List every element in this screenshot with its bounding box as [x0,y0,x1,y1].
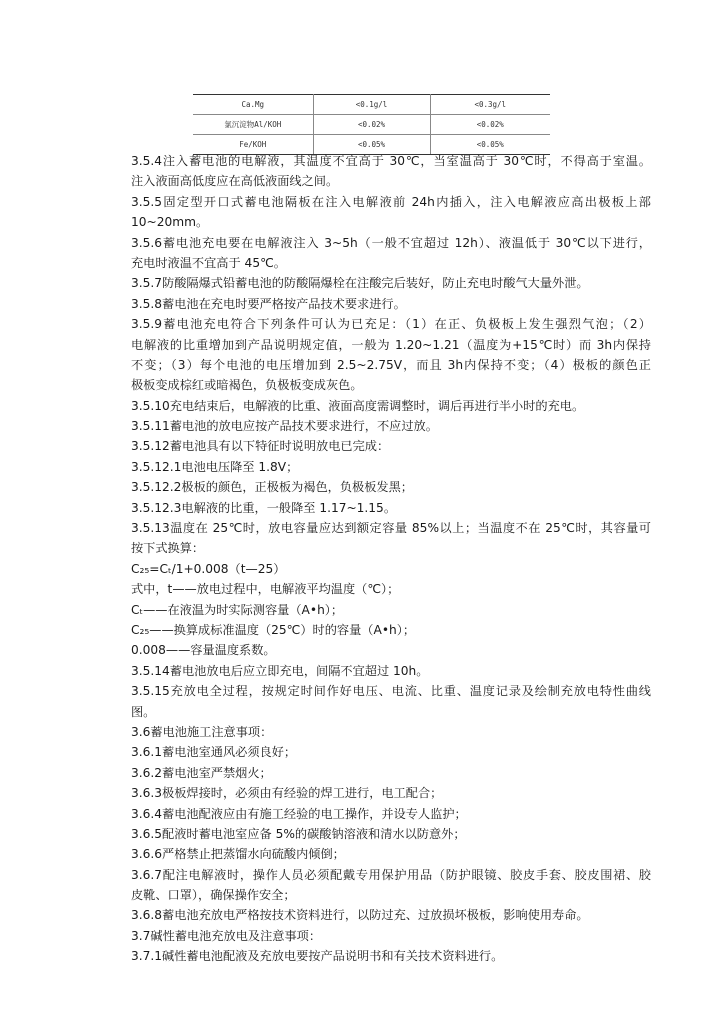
text-line: 3.5.7防酸隔爆式铅蓄电池的防酸隔爆栓在注酸完后装好，防止充电时酸气大量外泄。 [131,276,589,291]
text-line: 0.008——容量温度系数。 [131,643,276,658]
text-line: 3.6.7配注电解液时，操作人员必须配戴专用保护用品（防护眼镜、胶皮手套、胶皮围裙、胶 [131,867,651,882]
text-line: 3.5.6蓄电池充电要在电解液注入 3~5h（一般不宜超过 12h）、液温低于 30℃以下进行， [131,235,651,250]
text-line: 不变；（3）每个电池的电压增加到 2.5~2.75V，而且 3h内保持不变；（4）极板的颜色正 [131,357,651,372]
text-line: 3.6.6严格禁止把蒸馏水向硫酸内倾倒； [131,847,345,862]
text-line: 3.5.5固定型开口式蓄电池隔板在注入电解液前 24h内插入，注入电解液应高出极板上部 [131,194,651,209]
table-cell: <0.05% [430,135,550,155]
text-line: 3.5.13温度在 25℃时，放电容量应达到额定容量 85%以上；当温度不在 25℃时，其容量可 [131,521,651,536]
table-cell: <0.05% [313,135,430,155]
table-row [193,95,550,115]
table-cell: <0.02% [313,115,430,135]
table-cell: <0.02% [430,115,550,135]
text-line: 3.5.11蓄电池的放电应按产品技术要求进行，不应过放。 [131,419,438,434]
text-line: 图。 [131,704,156,719]
text-line: 3.7.1碱性蓄电池配液及充放电要按产品说明书和有关技术资料进行。 [131,949,504,964]
text-line: 3.5.8蓄电池在充电时要严格按产品技术要求进行。 [131,296,406,311]
text-line: 充电时液温不宜高于 45℃。 [131,255,286,270]
table-cell: <0.3g/l [430,95,550,115]
text-line: 3.5.14蓄电池放电后应立即充电，间隔不宜超过 10h。 [131,663,429,678]
table-cell: <0.1g/l [313,95,430,115]
text-line: 3.5.12.3电解液的比重，一般降至 1.17~1.15。 [131,500,397,515]
text-line: C₂₅——换算成标准温度（25℃）时的容量（A•h）； [131,622,416,637]
text-line: 3.6.1蓄电池室通风必须良好； [131,745,297,760]
text-line: 3.5.10充电结束后，电解液的比重、液面高度需调整时，调后再进行半小时的充电。 [131,398,585,413]
text-line: 3.5.12.2极板的颜色，正极板为褐色，负极板发黑； [131,480,413,495]
text-line: 电解液的比重增加到产品说明规定值，一般为 1.20~1.21（温度为+15℃时）而 3h内保持 [131,337,651,352]
text-line: 3.5.4注入蓄电池的电解液，其温度不宜高于 30℃，当室温高于 30℃时，不得高于室温。 [131,154,651,168]
text-line: 3.5.12.1电池电压降至 1.8V； [131,459,299,474]
text-line: 式中，t——放电过程中，电解液平均温度（℃）； [131,582,400,597]
text-line: 3.6.8蓄电池充放电严格按技术资料进行，以防过充、过放损坏极板，影响使用寿命。 [131,908,589,923]
text-line: 3.5.12蓄电池具有以下特征时说明放电已完成： [131,439,390,454]
formula-line: C₂₅=Cₜ/1+0.008（t—25） [131,561,286,576]
body-text [131,151,651,967]
text-line: 皮靴、口罩），确保操作安全； [131,888,296,903]
section-heading: 3.7碱性蓄电池充放电及注意事项： [131,928,322,943]
text-line: Cₜ——在液温为时实际测容量（A•h）； [131,602,344,617]
text-line: 按下式换算： [131,541,205,556]
text-line: 3.6.3极板焊接时，必须由有经验的焊工进行，电工配合； [131,786,443,801]
text-line: 3.5.9蓄电池充电符合下列条件可认为已充足：（1）在正、负极板上发生强烈气泡；（2） [131,317,651,332]
text-line: 3.6.4蓄电池配液应由有施工经验的电工操作，并设专人监护； [131,806,467,821]
text-line: 注入液面高低度应在高低液面线之间。 [131,174,339,189]
table-cell: 氯沉淀物Al/KOH [193,115,313,135]
text-line: 10~20mm。 [131,215,209,230]
text-line: 3.6.2蓄电池室严禁烟火； [131,765,272,780]
text-line: 3.5.15充放电全过程，按规定时间作好电压、电流、比重、温度记录及绘制充放电特性曲线 [131,684,651,699]
impurity-limit-table [193,94,550,155]
text-line: 极板变成棕红或暗褐色，负极板变成灰色。 [131,378,363,393]
table-cell: Fe/KOH [193,135,313,155]
text-line: 3.6.5配液时蓄电池室应备 5%的碳酸钠溶液和清水以防意外； [131,826,466,841]
table-cell: Ca.Mg [193,95,313,115]
table-row [193,115,550,135]
section-heading: 3.6蓄电池施工注意事项： [131,724,273,739]
